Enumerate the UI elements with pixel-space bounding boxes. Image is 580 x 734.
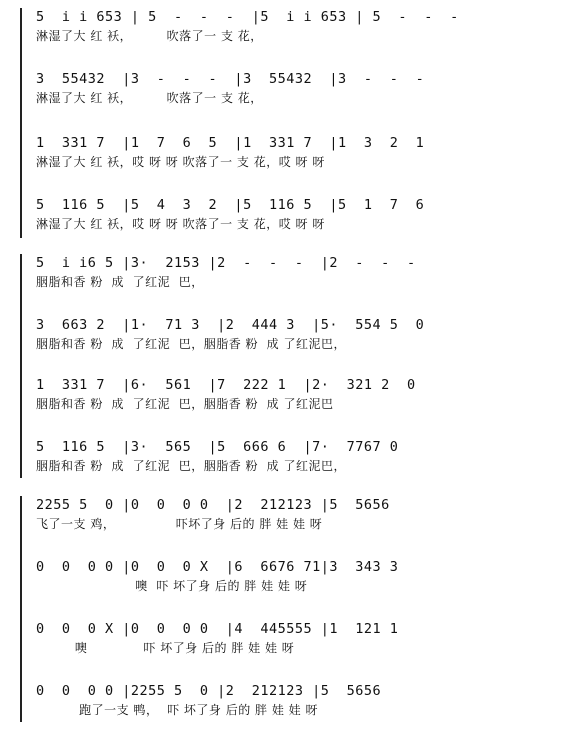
voice-part-2 [0, 316, 580, 362]
notation-line: 3 663 2 |1· 71 3 |2 444 3 |5· 554 5 0 [36, 317, 425, 333]
notation-line: 2255 5 0 |0 0 0 0 |2 212123 |5 5656 [36, 497, 390, 513]
notation-line: 1 331 7 |1 7 6 5 |1 331 7 |1 3 2 1 [36, 135, 425, 151]
voice-part-3 [0, 376, 580, 422]
notation-line: 0 0 0 0 |0 0 0 X |6 6676 71|3 343 3 [36, 559, 399, 575]
lyric-line: 淋湿了大 红 袄，哎 呀 呀 吹落了一 支 花，哎 呀 呀 [36, 217, 325, 231]
score-system-1 [0, 8, 580, 240]
lyric-line: 跑了一支 鸭， 吓 坏了身 后的 胖 娃 娃 呀 [36, 703, 318, 717]
voice-part-4 [0, 682, 580, 728]
lyric-line: 胭脂和香 粉 成 了红泥 巴， [36, 275, 204, 289]
notation-line: 1 331 7 |6· 561 |7 222 1 |2· 321 2 0 [36, 377, 416, 393]
notation-line: 0 0 0 0 |2255 5 0 |2 212123 |5 5656 [36, 683, 382, 699]
notation-line: 5 i i6 5 |3· 2153 |2 - - - |2 - - - [36, 255, 416, 271]
voice-part-3 [0, 620, 580, 666]
voice-part-4 [0, 196, 580, 242]
notation-line: 5 i i 653 | 5 - - - |5 i i 653 | 5 - - - [36, 9, 459, 25]
voice-part-1 [0, 8, 580, 54]
notation-line: 0 0 0 X |0 0 0 0 |4 445555 |1 121 1 [36, 621, 399, 637]
lyric-line: 噢 吓 坏了身 后的 胖 娃 娃 呀 [36, 641, 295, 655]
lyric-line: 淋湿了大 红 袄， 吹落了一 支 花， [36, 29, 263, 43]
lyric-line: 胭脂和香 粉 成 了红泥 巴，胭脂香 粉 成 了红泥巴， [36, 337, 346, 351]
lyric-line: 胭脂和香 粉 成 了红泥 巴，胭脂香 粉 成 了红泥巴 [36, 397, 334, 411]
lyric-line: 胭脂和香 粉 成 了红泥 巴，胭脂香 粉 成 了红泥巴， [36, 459, 346, 473]
voice-part-3 [0, 134, 580, 180]
lyric-line: 淋湿了大 红 袄，哎 呀 呀 吹落了一 支 花，哎 呀 呀 [36, 155, 325, 169]
lyric-line: 飞了一支 鸡， 吓坏了身 后的 胖 娃 娃 呀 [36, 517, 323, 531]
notation-line: 5 116 5 |5 4 3 2 |5 116 5 |5 1 7 6 [36, 197, 425, 213]
score-system-3 [0, 496, 580, 728]
voice-part-2 [0, 558, 580, 604]
voice-part-2 [0, 70, 580, 116]
notation-line: 5 116 5 |3· 565 |5 666 6 |7· 7767 0 [36, 439, 399, 455]
score-system-2 [0, 254, 580, 480]
lyric-line: 噢 吓 坏了身 后的 胖 娃 娃 呀 [36, 579, 308, 593]
voice-part-4 [0, 438, 580, 484]
voice-part-1 [0, 496, 580, 542]
voice-part-1 [0, 254, 580, 300]
notation-line: 3 55432 |3 - - - |3 55432 |3 - - - [36, 71, 425, 87]
lyric-line: 淋湿了大 红 袄， 吹落了一 支 花， [36, 91, 263, 105]
